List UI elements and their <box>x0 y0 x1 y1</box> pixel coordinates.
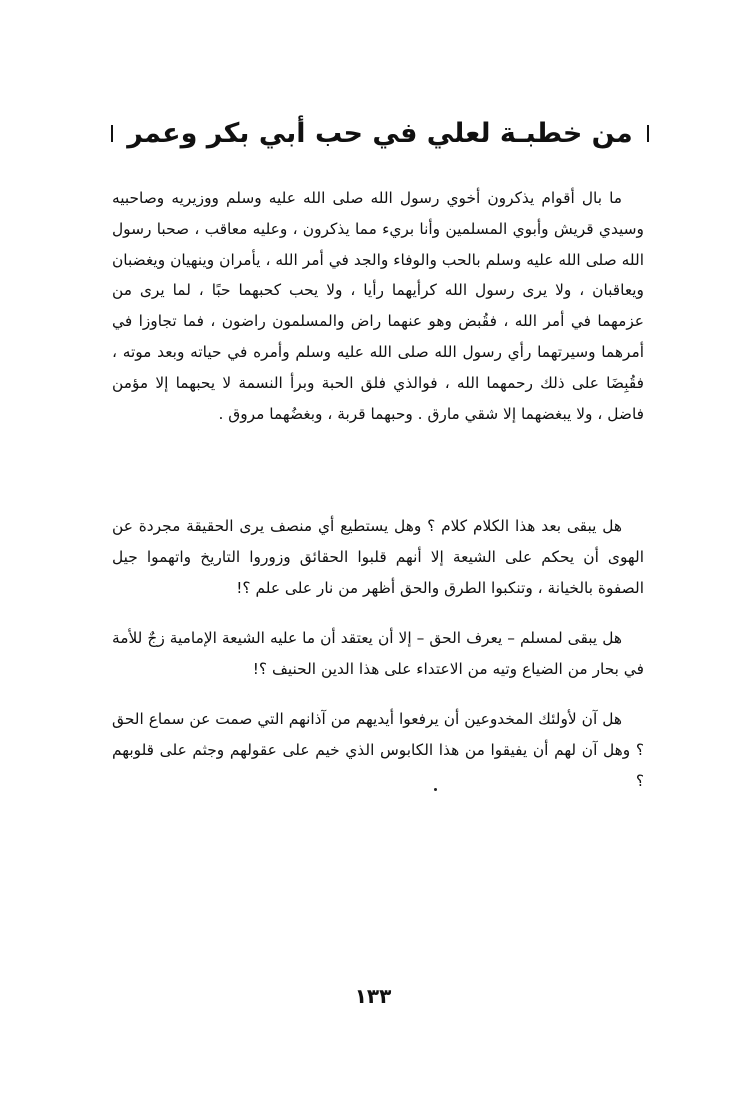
section-title <box>120 108 640 158</box>
square-outline-icon <box>111 125 113 142</box>
stray-dot <box>434 788 437 791</box>
page-number: ١٣٣ <box>354 984 392 1008</box>
paragraph-4 <box>112 704 644 796</box>
paragraph-2 <box>112 511 644 603</box>
paragraph-text: هل يبقى لمسلم – يعرف الحق – إلا أن يعتقد أن ما عليه الشيعة الإمامية زجٌ للأمة في بحار من الضياع وتيه من الاعتداء على هذا الدين الحنيف ؟! <box>112 629 644 678</box>
paragraph-1 <box>112 183 644 429</box>
paragraph-3 <box>112 623 644 685</box>
paragraph-text: هل يبقى بعد هذا الكلام كلام ؟ وهل يستطيع أي منصف يرى الحقيقة مجردة عن الهوى أن يحكم على الشيعة إلا أنهم قلبوا الحقائق وزوروا التاريخ واتهموا جيل الصفوة بالخيانة ، وتنكبوا الطرق والحق أظهر من نار على علم ؟! <box>112 517 644 597</box>
paragraph-text: ما بال أقوام يذكرون أخوي رسول الله صلى الله عليه وسلم ووزيريه وصاحبيه وسيدي قريش وأبوي المسلمين وأنا بريء مما يذكرون ، وعليه معاقب ، صحبا رسول الله صلى الله عليه وسلم بالحب والوفاء والجد في أمر الله ، يأمران وينهيان ويغضبان ويعاقبان ، ولا يرى رسول الله كرأيهما رأيا ، ولا يحب كحبهما حبًا ، لما يرى من عزمهما في أمر الله ، فقُبض وهو عنهما راض والمسلمون راضون ، فما تجاوزا في أمرهما وسيرتهما رأي رسول الله صلى الله عليه وسلم وأمره في حياته وبعد موته ، فقُبِضَا على ذلك رحمهما الله ، فوالذي فلق الحبة وبرأ النسمة لا يحبهما إلا مؤمن فاضل ، ولا يبغضهما إلا شقي مارق . وحبهما قربة ، وبغضُهما مروق . <box>112 189 644 423</box>
square-outline-icon <box>647 125 649 142</box>
title-text: من خطبـة لعلي في حب أبي بكر وعمر <box>127 117 633 149</box>
paragraph-text: هل آن لأولئك المخدوعين أن يرفعوا أيديهم من آذانهم التي صمت عن سماع الحق ؟ وهل آن لهم أن يفيقوا من هذا الكابوس الذي خيم على عقولهم وجثم على قلوبهم ؟ <box>112 710 644 790</box>
